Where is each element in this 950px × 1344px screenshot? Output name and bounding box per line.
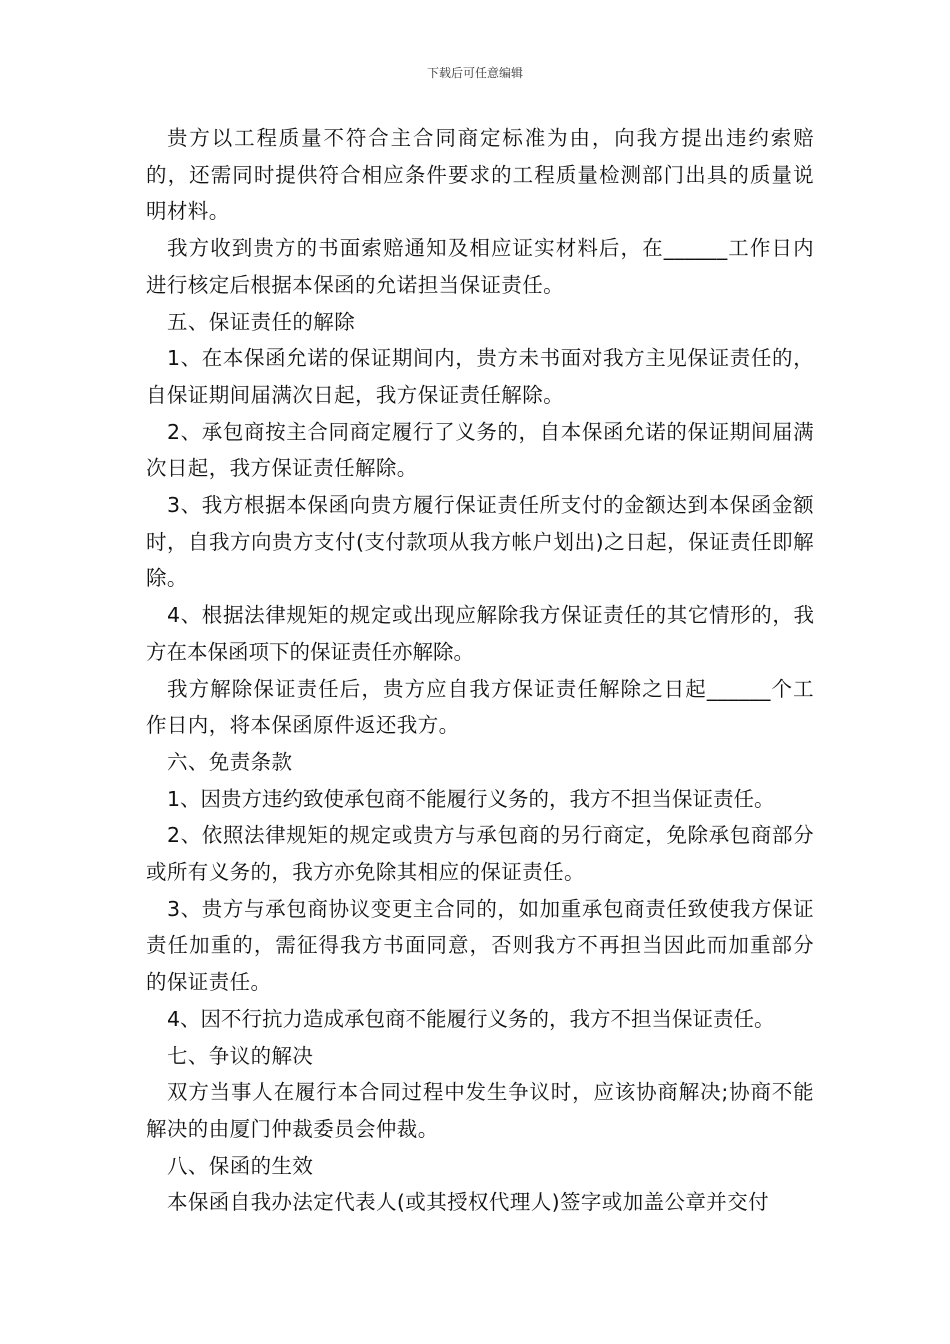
paragraph-return-original: 我方解除保证责任后，贵方应自我方保证责任解除之日起______个工作日内，将本保函原件返还我方。 <box>146 676 814 738</box>
paragraph-exemption-2: 2、依照法律规矩的规定或贵方与承包商的另行商定，免除承包商部分或所有义务的，我方亦免除其相应的保证责任。 <box>146 823 814 885</box>
section-heading-dispute: 七、争议的解决 <box>167 1043 314 1068</box>
paragraph-exemption-4: 4、因不行抗力造成承包商不能履行义务的，我方不担当保证责任。 <box>167 1006 775 1031</box>
paragraph-release-4: 4、根据法律规矩的规定或出现应解除我方保证责任的其它情形的，我方在本保函项下的保证责任亦解除。 <box>146 603 814 664</box>
section-heading-exemption: 六、免责条款 <box>167 749 293 774</box>
paragraph-exemption-3: 3、贵方与承包商协议变更主合同的，如加重承包商责任致使我方保证责任加重的，需征得我方书面同意，否则我方不再担当因此而加重部分的保证责任。 <box>146 896 814 995</box>
section-heading-release: 五、保证责任的解除 <box>167 309 356 334</box>
paragraph-claim-verification: 我方收到贵方的书面索赔通知及相应证实材料后，在______工作日内进行核定后根据本保函的允诺担当保证责任。 <box>146 236 814 297</box>
paragraph-exemption-1: 1、因贵方违约致使承包商不能履行义务的，我方不担当保证责任。 <box>167 786 775 811</box>
document-body <box>146 120 814 1221</box>
paragraph-release-2: 2、承包商按主合同商定履行了义务的，自本保函允诺的保证期间届满次日起，我方保证责任解除。 <box>146 419 814 481</box>
paragraph-claim-materials: 贵方以工程质量不符合主合同商定标准为由，向我方提出违约索赔的，还需同时提供符合相应条件要求的工程质量检测部门出具的质量说明材料。 <box>146 126 814 224</box>
paragraph-dispute: 双方当事人在履行本合同过程中发生争议时，应该协商解决;协商不能解决的由厦门仲裁委员会仲裁。 <box>146 1080 814 1141</box>
section-heading-effect: 八、保函的生效 <box>167 1153 314 1178</box>
paragraph-effect: 本保函自我办法定代表人(或其授权代理人)签字或加盖公章并交付 <box>167 1190 769 1215</box>
page-header: 下载后可任意编辑 <box>426 66 523 80</box>
paragraph-release-1: 1、在本保函允诺的保证期间内，贵方未书面对我方主见保证责任的，自保证期间届满次日起，我方保证责任解除。 <box>146 346 814 407</box>
paragraph-release-3: 3、我方根据本保函向贵方履行保证责任所支付的金额达到本保函金额时，自我方向贵方支付(支付款项从我方帐户划出)之日起，保证责任即解除。 <box>146 493 814 591</box>
